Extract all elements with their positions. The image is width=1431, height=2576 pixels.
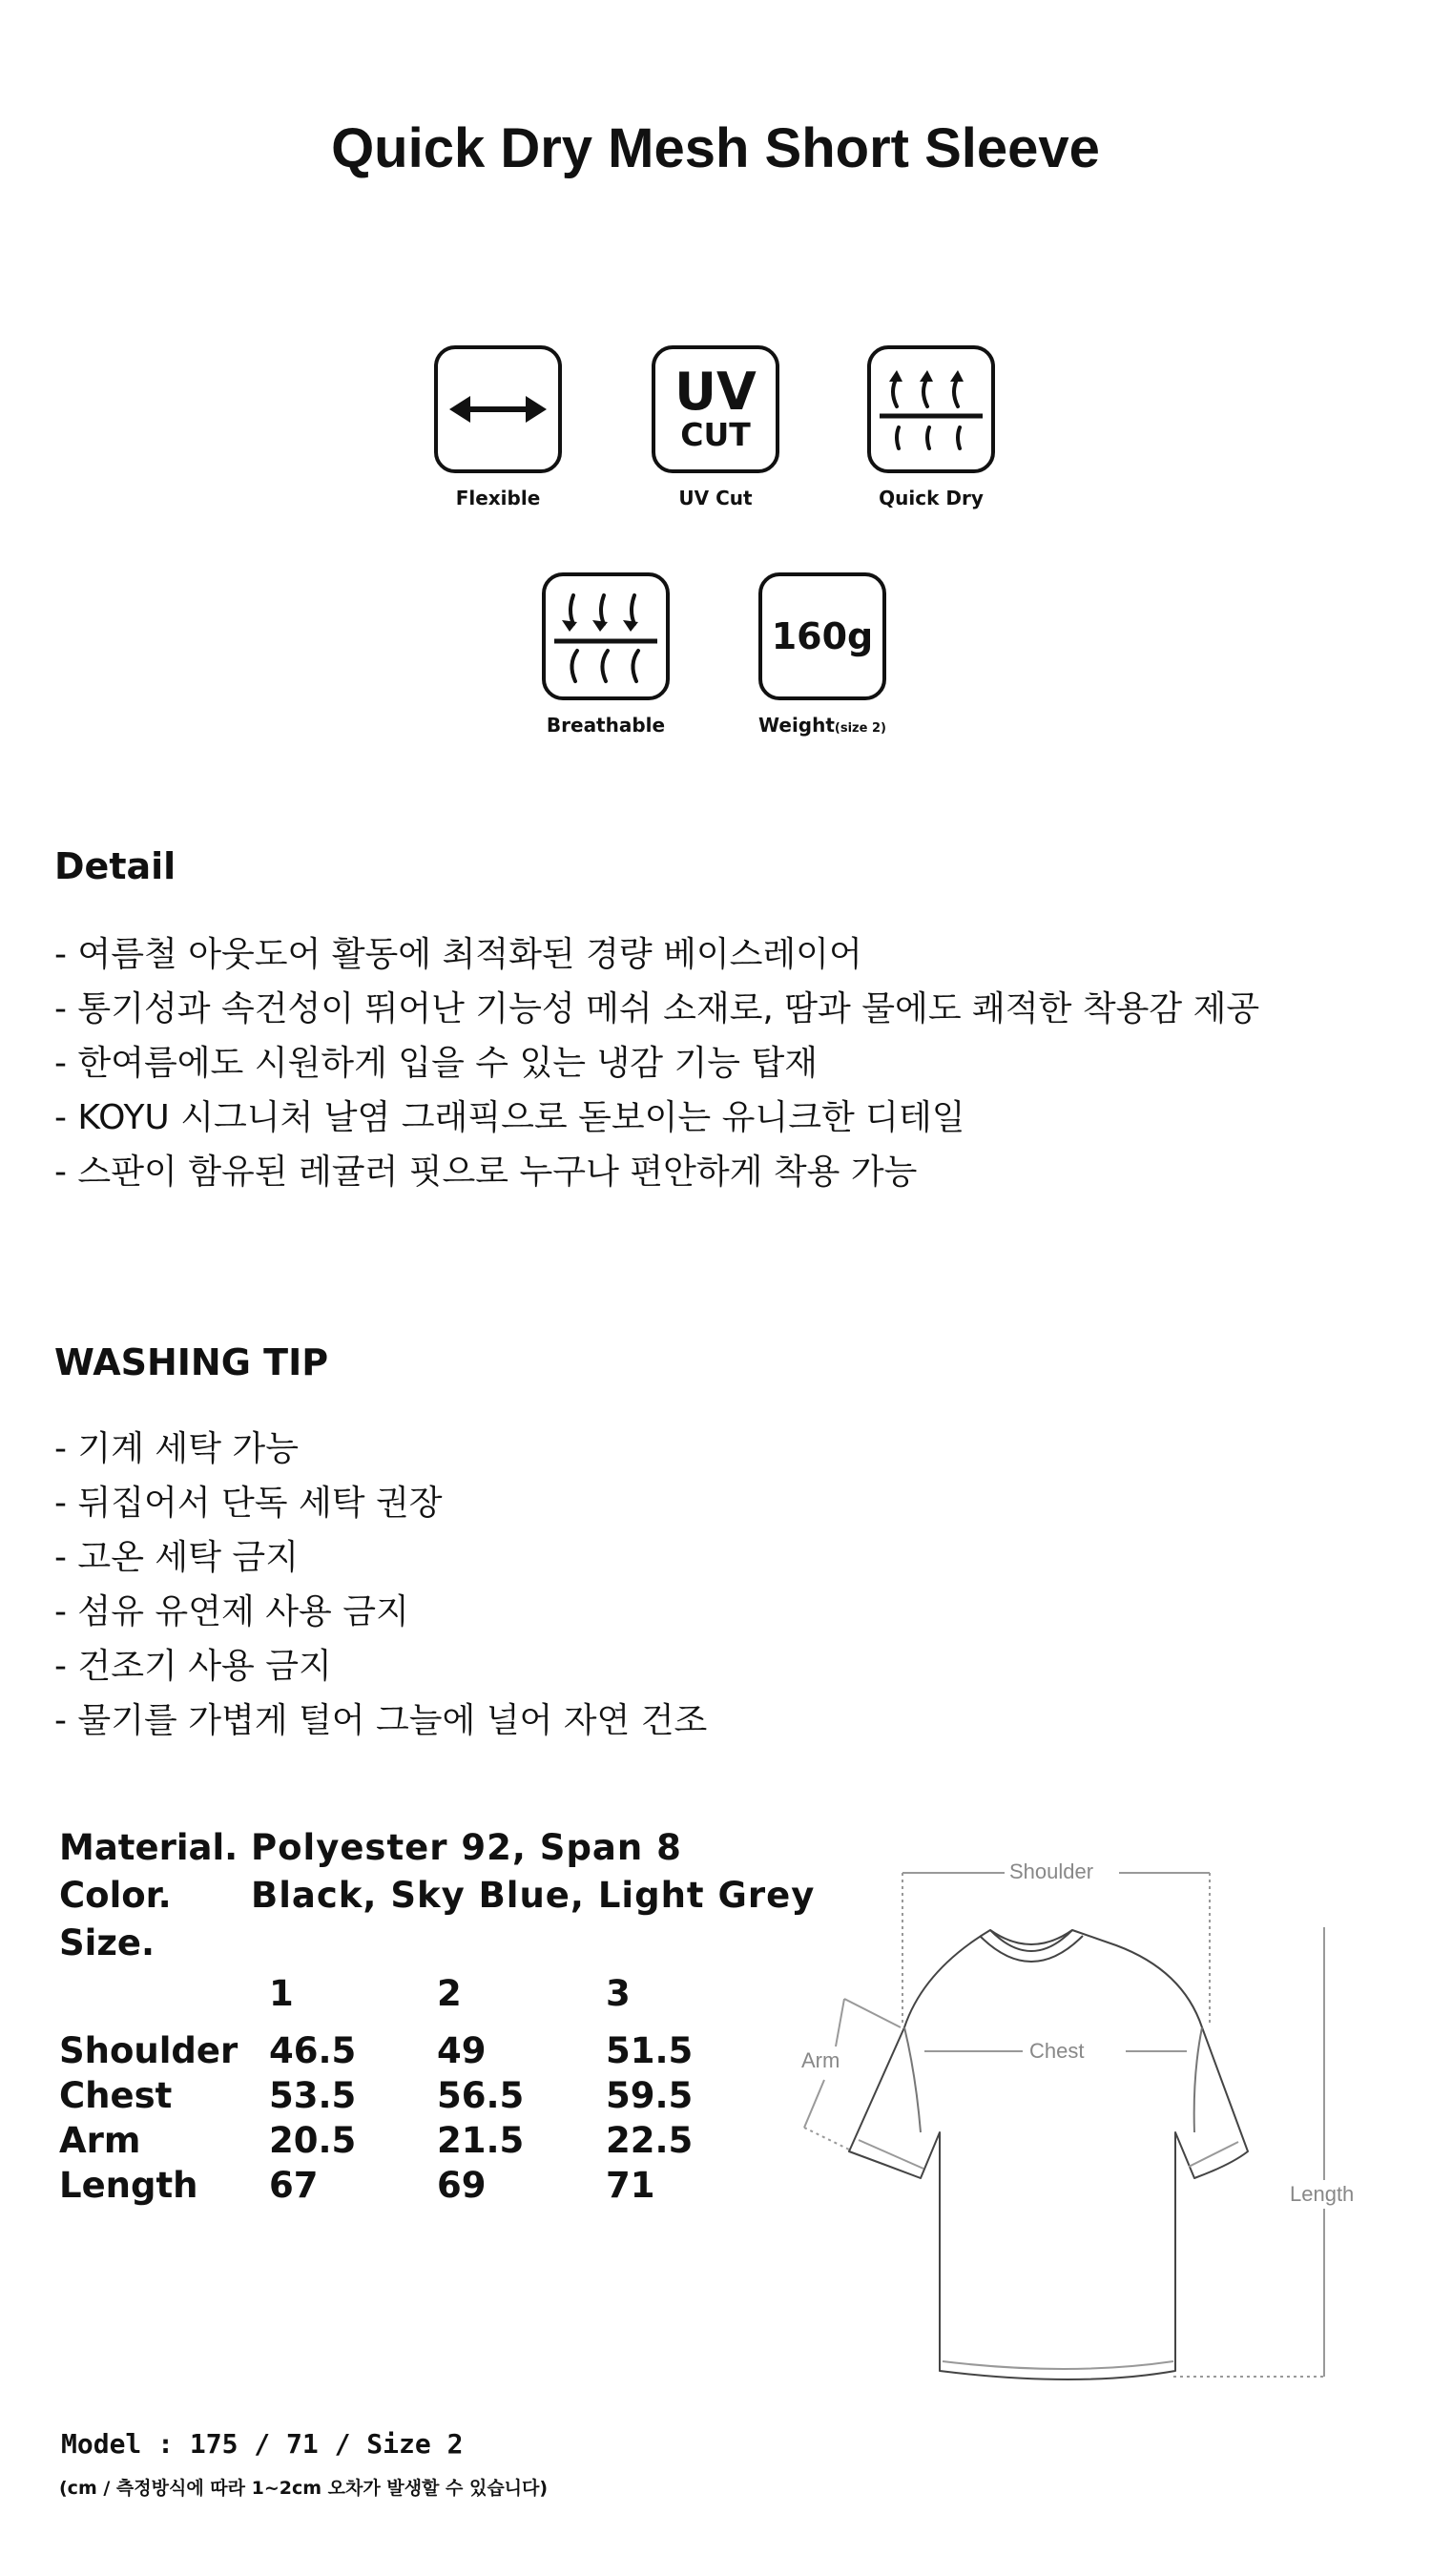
table-cell: 22.5 (606, 2120, 694, 2161)
feature-label (713, 714, 932, 737)
weight-label: Weight (758, 714, 835, 737)
tshirt-outline-icon (782, 1846, 1374, 2399)
table-cell: 21.5 (437, 2120, 525, 2161)
table-cell: 71 (606, 2165, 655, 2206)
uv-cut-icon (652, 345, 779, 473)
table-cell: 69 (437, 2165, 487, 2206)
table-cell: 53.5 (269, 2075, 357, 2116)
flexible-icon (434, 345, 562, 473)
list-item: - 건조기 사용 금지 (54, 1647, 332, 1686)
row-label: Arm (59, 2120, 141, 2161)
table-cell: 51.5 (606, 2030, 694, 2071)
feature-label: Breathable (546, 714, 666, 737)
list-item: - 물기를 가볍게 털어 그늘에 널어 자연 건조 (54, 1701, 708, 1740)
row-label: Chest (59, 2075, 173, 2116)
feature-label: Flexible (455, 487, 541, 509)
detail-list (54, 927, 1259, 1199)
list-item: - 스판이 함유된 레귤러 핏으로 누구나 편안하게 착용 가능 (54, 1153, 918, 1192)
arm-label: Arm (798, 2048, 843, 2073)
washing-list (54, 1422, 707, 1748)
color-value: Black, Sky Blue, Light Grey (251, 1875, 816, 1916)
row-label: Shoulder (59, 2030, 238, 2071)
feature-label: UV Cut (678, 487, 753, 509)
table-cell: 56.5 (437, 2075, 525, 2116)
material-label: Material. (59, 1827, 238, 1868)
size-header: 2 (437, 1973, 462, 2014)
table-cell: 67 (269, 2165, 319, 2206)
list-item: - 한여름에도 시원하게 입을 수 있는 냉감 기능 탑재 (54, 1044, 819, 1083)
list-item: - 통기성과 속건성이 뛰어난 기능성 메쉬 소재로, 땀과 물에도 쾌적한 착용감 제공 (54, 989, 1260, 1028)
quick-dry-icon (867, 345, 995, 473)
table-cell: 20.5 (269, 2120, 357, 2161)
color-label: Color. (59, 1875, 172, 1916)
table-cell: 46.5 (269, 2030, 357, 2071)
breathable-icon (542, 572, 670, 700)
measurement-note: (cm / 측정방식에 따라 1~2cm 오차가 발생할 수 있습니다) (59, 2478, 549, 2499)
feature-label: Quick Dry (879, 487, 984, 509)
size-label: Size. (59, 1922, 156, 1963)
uv-text: UV (674, 362, 757, 422)
list-item: - 고온 세탁 금지 (54, 1538, 299, 1577)
material-value: Polyester 92, Span 8 (251, 1827, 682, 1868)
list-item: - KOYU 시그니처 날염 그래픽으로 돋보이는 유니크한 디테일 (54, 1098, 965, 1137)
table-cell: 59.5 (606, 2075, 694, 2116)
washing-heading: WASHING TIP (54, 1341, 329, 1383)
weight-label-note: (size 2) (834, 721, 886, 736)
weight-icon (758, 572, 886, 700)
list-item: - 뒤집어서 단독 세탁 권장 (54, 1484, 443, 1523)
model-info: Model : 175 / 71 / Size 2 (61, 2428, 464, 2460)
list-item: - 기계 세탁 가능 (54, 1429, 299, 1468)
weight-text: 160g (771, 615, 874, 657)
tshirt-diagram (782, 1846, 1374, 2399)
page-title: Quick Dry Mesh Short Sleeve (331, 117, 1100, 179)
cut-text: CUT (680, 416, 751, 453)
chest-label: Chest (1026, 2039, 1088, 2064)
length-label: Length (1286, 2182, 1358, 2207)
table-cell: 49 (437, 2030, 487, 2071)
size-header: 3 (606, 1973, 631, 2014)
list-item: - 여름철 아웃도어 활동에 최적화된 경량 베이스레이어 (54, 935, 862, 974)
detail-heading: Detail (54, 845, 176, 887)
size-header: 1 (269, 1973, 294, 2014)
row-label: Length (59, 2165, 198, 2206)
list-item: - 섬유 유연제 사용 금지 (54, 1592, 409, 1631)
shoulder-label: Shoulder (1006, 1859, 1097, 1884)
